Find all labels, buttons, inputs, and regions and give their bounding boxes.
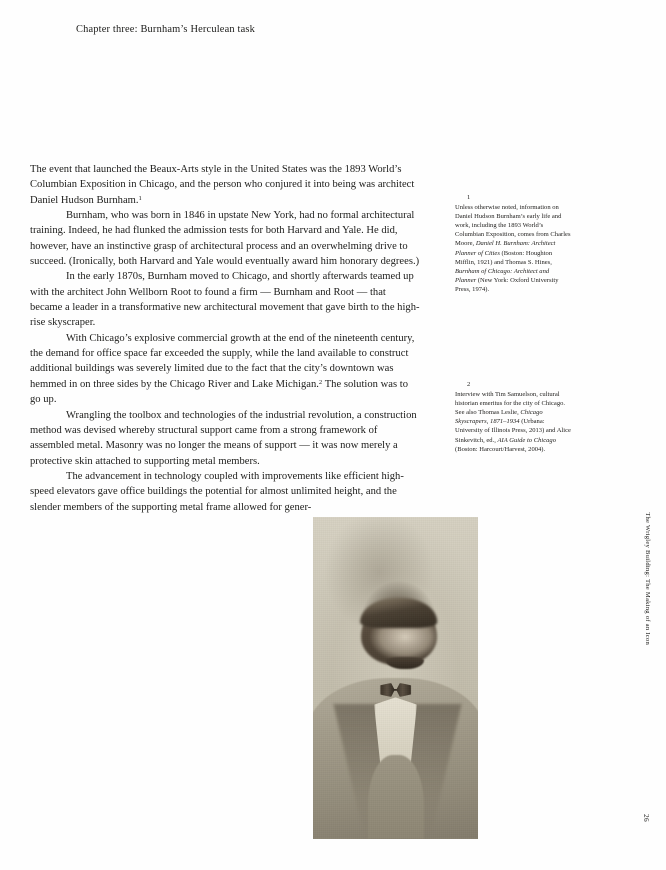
photo-image (313, 517, 478, 839)
paragraph-text: With Chicago’s explosive commercial growth at the end of the nineteenth century, the demand for office space far exceeded the supply, while the land available to construct additional buildings was severely limited due to the fact that the city’s downtown was hemmed in on three sides by the Chicago River and Lake Michigan. (30, 332, 415, 390)
photo-subject-vest (367, 755, 423, 839)
footnote-marker-2[interactable]: 2 (318, 378, 323, 386)
footnote-run: Unless otherwise noted, information on Daniel Hudson Burnham’s early life and work, including the 1893 World’s Columbian Exposition, comes from Charles Moore, (455, 204, 571, 248)
footnote-text (455, 390, 571, 454)
footnote-title-italic: Burnham of Chicago: Architect and Planner (455, 267, 550, 284)
page-folio: 26 (642, 814, 651, 822)
footnote-title-italic: Daniel H. Burnham: Architect Planner of Cities (455, 240, 556, 257)
footnote-run: Interview with Tim Samuelson, cultural historian emeritus for the city of Chicago. See also Thomas Leslie, (455, 391, 566, 417)
paragraph-text: Burnham, who was born in 1846 in upstate New York, had no formal architectural training. Indeed, he had flunked the admission tests for both Harvard and Yale. He did, however, have an instinctive grasp of architectural process and an overwhelming drive to succeed. (Ironically, both Harvard and Yale would eventually award him honorary degrees.) (30, 210, 420, 268)
paragraph-text: Wrangling the toolbox and technologies of the industrial revolution, a construction method was devised whereby structural support came from a strong framework of assembled metal. Masonry was no longer the means of support — it was now merely a protective skin attached to supporting metal members. (30, 409, 417, 467)
body-paragraph (30, 469, 420, 515)
portrait-photograph (313, 517, 478, 839)
photo-subject-hair (360, 598, 438, 629)
paragraph-text: In the early 1870s, Burnham moved to Chicago, and shortly afterwards teamed up with the architect John Wellborn Root to found a firm — Burnham and Root — that became a leader in a transformative new architectural movement that gave birth to the high-rise skyscraper. (30, 271, 420, 329)
footnote-number: 1 (467, 194, 471, 201)
body-paragraph (30, 331, 420, 408)
body-paragraph (30, 162, 420, 208)
footnote-title-italic: AIA Guide to Chicago (497, 436, 556, 444)
body-paragraph (30, 269, 420, 330)
body-text-column (30, 162, 420, 515)
photo-subject-moustache (386, 657, 424, 669)
footnote-number: 2 (467, 381, 471, 388)
footnote-2 (455, 380, 571, 454)
footnote-run: (Boston: Harcourt/Harvest, 2004). (455, 445, 546, 453)
paragraph-text: The advancement in technology coupled with improvements like efficient high-speed elevators gave office buildings the potential for almost unlimited height, and the slender members of the supporting metal frame allowed for gener- (30, 470, 404, 513)
side-book-title: The Wrigley Building: The Making of an Icon (644, 512, 651, 645)
footnote-text (455, 203, 571, 294)
footnote-run: (New York: Oxford University Press, 1974). (455, 276, 559, 293)
footnote-marker-1[interactable]: 1 (138, 194, 142, 202)
footnote-title-italic: Chicago Skyscrapers, 1871–1934 (455, 409, 543, 426)
paragraph-text: The event that launched the Beaux-Arts style in the United States was the 1893 World’s Columbian Exposition in Chicago, and the person who conjured it into being was architect Daniel Hudson Burnham. (30, 164, 415, 206)
footnote-run: (Urbana: University of Illinois Press, 2013) and Alice Sinkevitch, ed., (455, 418, 571, 444)
footnote-1 (455, 193, 571, 294)
body-paragraph (30, 208, 420, 269)
body-paragraph (30, 408, 420, 469)
running-head: Chapter three: Burnham’s Herculean task (76, 24, 255, 35)
footnote-run: (Boston: Houghton Mifflin, 1921) and Thomas S. Hines, (455, 249, 553, 266)
paragraph-text-after: The solution was to go up. (30, 378, 408, 406)
